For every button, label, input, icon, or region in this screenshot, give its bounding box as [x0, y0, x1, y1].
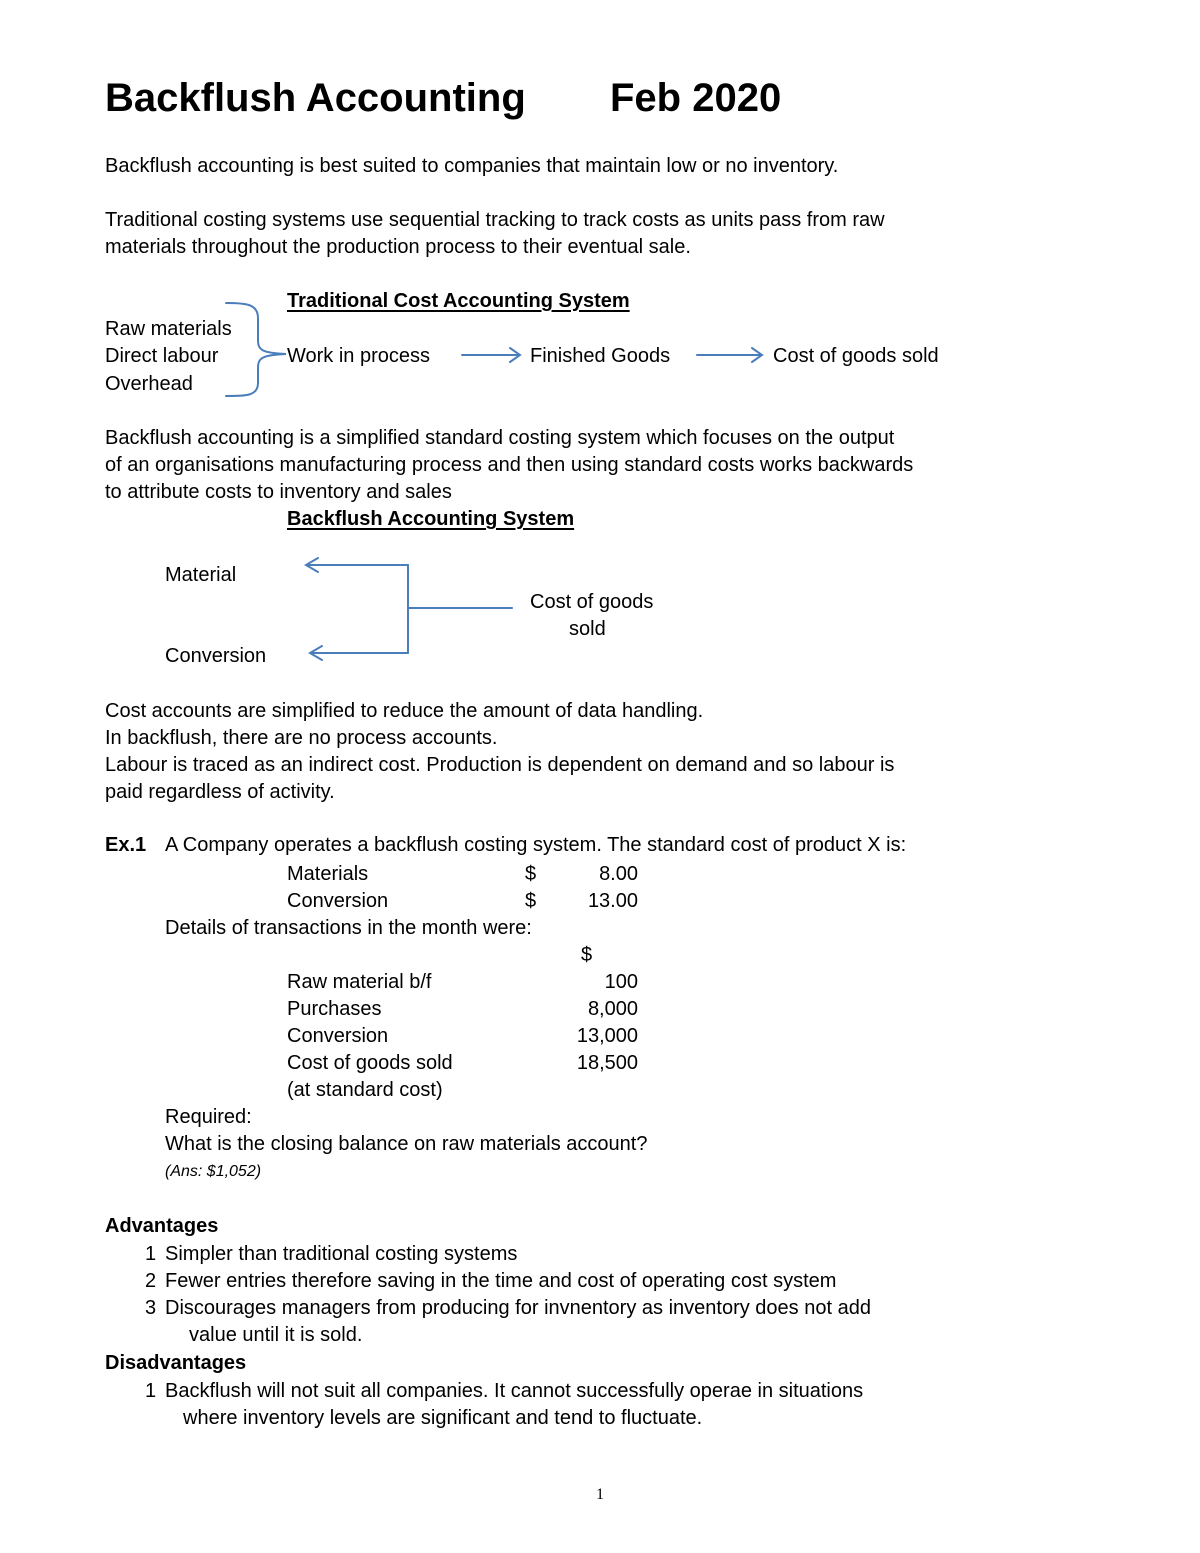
transaction-amount: 100	[604, 971, 638, 993]
note-line-3: Labour is traced as an indirect cost. Production is dependent on demand and so labour is	[105, 754, 895, 776]
backflush-cogs-line-1: Cost of goods	[530, 591, 654, 613]
advantage-text: Simpler than traditional costing systems	[165, 1243, 518, 1265]
backflush-conversion: Conversion	[165, 645, 267, 667]
arrow-to-material	[306, 558, 408, 572]
stage-work-in-process: Work in process	[287, 345, 431, 367]
disadvantage-text: Backflush will not suit all companies. It cannot successfully operae in situations	[165, 1380, 864, 1402]
advantage-text-continued: value until it is sold.	[189, 1324, 363, 1346]
arrow-fg-to-cogs	[697, 348, 762, 362]
page-date: Feb 2020	[610, 76, 782, 120]
page-title: Backflush Accounting	[105, 76, 526, 120]
arrow-to-conversion	[310, 646, 408, 660]
disadvantages-heading: Disadvantages	[105, 1352, 247, 1374]
input-raw-materials: Raw materials	[105, 318, 232, 340]
disadvantage-number: 1	[145, 1380, 157, 1402]
transactions-note: (at standard cost)	[287, 1079, 443, 1101]
example-question: What is the closing balance on raw materials account?	[165, 1133, 648, 1155]
std-cost-currency: $	[525, 890, 537, 912]
page-number: 1	[596, 1486, 604, 1503]
traditional-heading: Traditional Cost Accounting System	[287, 290, 630, 312]
advantage-text: Discourages managers from producing for invnentory as inventory does not add	[165, 1297, 871, 1319]
note-line-1: Cost accounts are simplified to reduce the amount of data handling.	[105, 700, 704, 722]
intro-paragraph-1: Backflush accounting is best suited to companies that maintain low or no inventory.	[105, 155, 839, 177]
transaction-item: Purchases	[287, 998, 382, 1020]
backflush-material: Material	[165, 564, 237, 586]
advantage-number: 2	[145, 1270, 157, 1292]
intro-paragraph-2-line-2: materials throughout the production process to their eventual sale.	[105, 236, 691, 258]
input-brace	[226, 303, 286, 396]
transaction-amount: 18,500	[576, 1052, 638, 1074]
currency-header: $	[581, 944, 593, 966]
details-intro: Details of transactions in the month were:	[165, 917, 532, 939]
stage-cost-of-goods-sold: Cost of goods sold	[773, 345, 939, 367]
transaction-amount: 8,000	[587, 998, 638, 1020]
backflush-desc-line-2: of an organisations manufacturing process and then using standard costs works backwards	[105, 454, 914, 476]
intro-paragraph-2-line-1: Traditional costing systems use sequential tracking to track costs as units pass from raw	[105, 209, 885, 231]
transaction-item: Cost of goods sold	[287, 1052, 453, 1074]
note-line-4: paid regardless of activity.	[105, 781, 335, 803]
std-cost-amount: 8.00	[599, 863, 638, 885]
input-direct-labour: Direct labour	[105, 345, 219, 367]
example-answer: (Ans: $1,052)	[165, 1163, 262, 1180]
disadvantage-text-continued: where inventory levels are significant and tend to fluctuate.	[183, 1407, 703, 1429]
backflush-cogs-line-2: sold	[569, 618, 606, 640]
transaction-amount: 13,000	[576, 1025, 638, 1047]
arrow-wip-to-fg	[462, 348, 520, 362]
stage-finished-goods: Finished Goods	[530, 345, 671, 367]
input-overhead: Overhead	[105, 373, 193, 395]
std-cost-item: Conversion	[287, 890, 389, 912]
std-cost-item: Materials	[287, 863, 369, 885]
advantage-number: 1	[145, 1243, 157, 1265]
backflush-desc-line-3: to attribute costs to inventory and sales	[105, 481, 452, 503]
std-cost-currency: $	[525, 863, 537, 885]
transaction-item: Raw material b/f	[287, 971, 432, 993]
example-intro: A Company operates a backflush costing system. The standard cost of product X is:	[165, 834, 907, 856]
backflush-heading: Backflush Accounting System	[287, 508, 575, 530]
advantage-text: Fewer entries therefore saving in the time and cost of operating cost system	[165, 1270, 837, 1292]
advantage-number: 3	[145, 1297, 157, 1319]
advantages-heading: Advantages	[105, 1215, 219, 1237]
std-cost-amount: 13.00	[587, 890, 638, 912]
example-label: Ex.1	[105, 834, 147, 856]
required-label: Required:	[165, 1106, 252, 1128]
transaction-item: Conversion	[287, 1025, 389, 1047]
backflush-desc-line-1: Backflush accounting is a simplified standard costing system which focuses on the output	[105, 427, 895, 449]
note-line-2: In backflush, there are no process accounts.	[105, 727, 498, 749]
